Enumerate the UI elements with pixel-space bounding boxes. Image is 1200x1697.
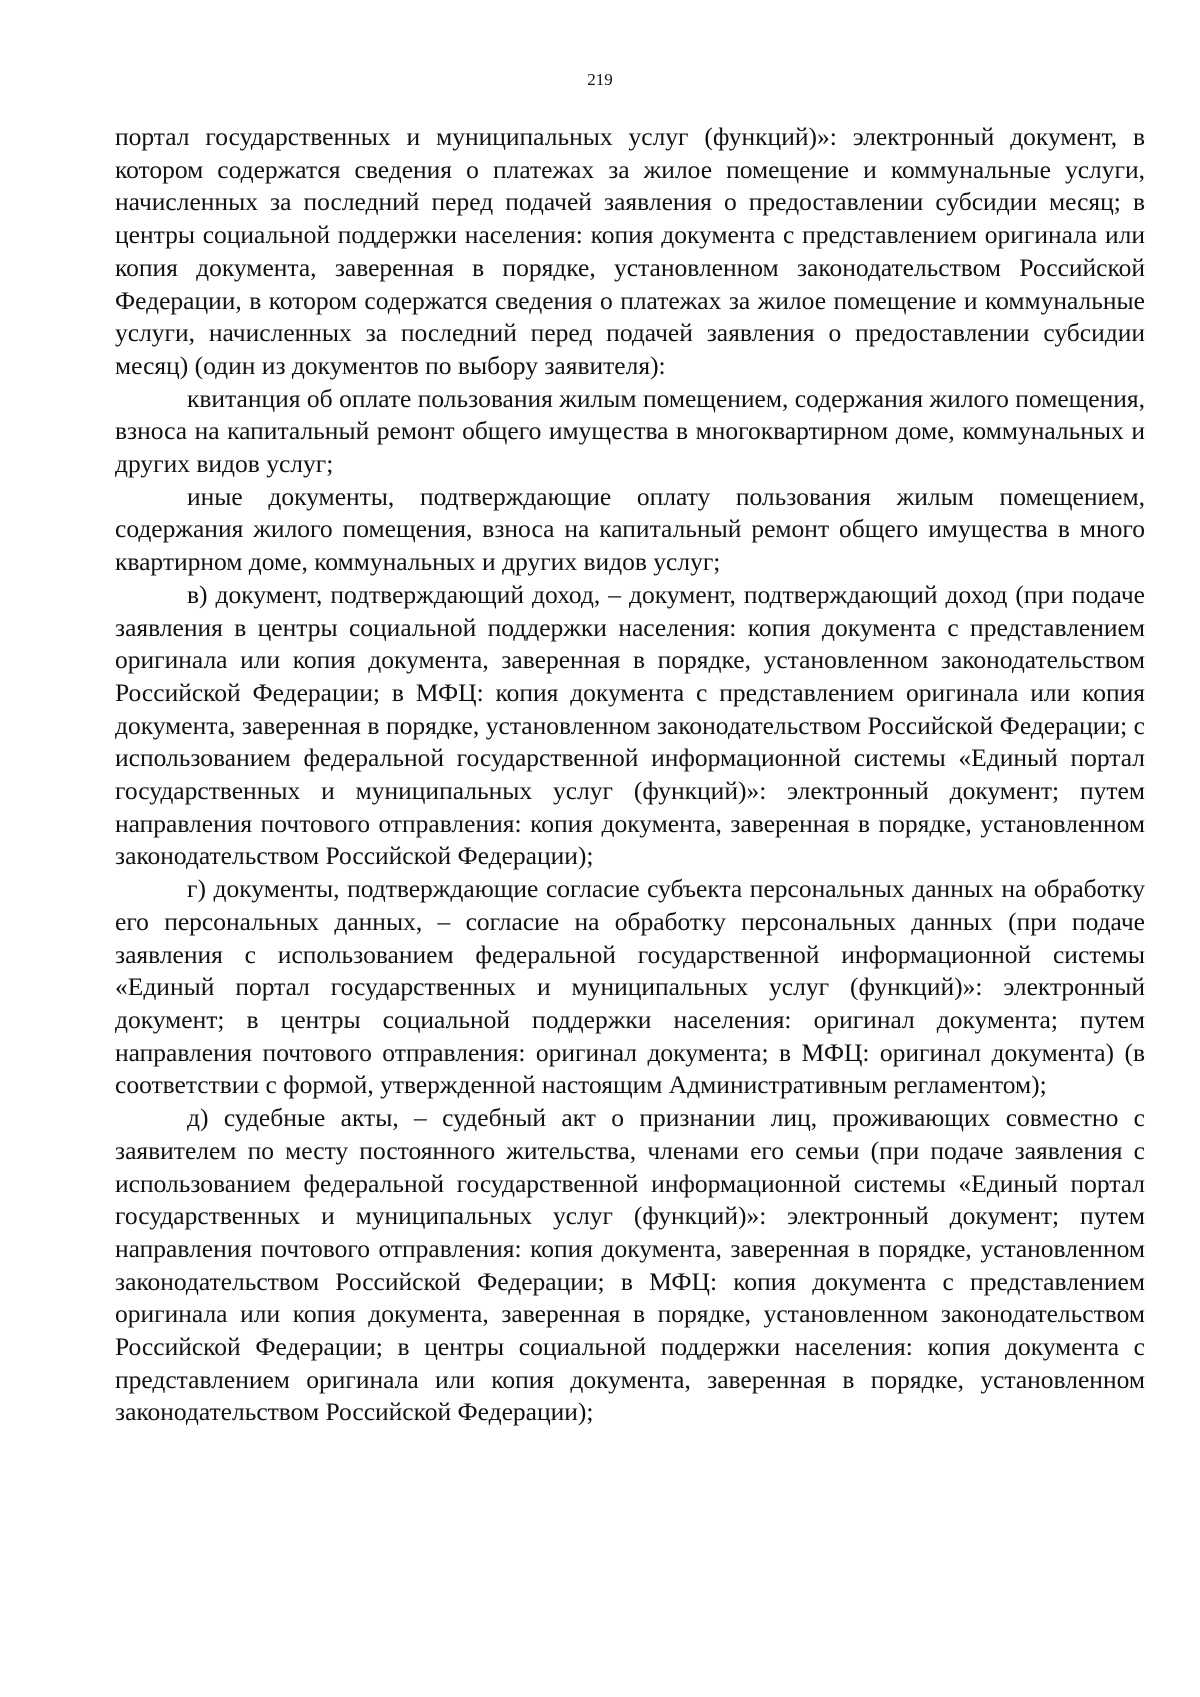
paragraph-item-d-court-acts: д) судебные акты, – судебный акт о признании лиц, проживающих совместно с заявителем по месту постоянного жительства, членами его семьи (при подаче заявления с использованием федеральной государственной информационной системы «Единый портал государственных и муниципальных услуг (функций)»: электронный документ; путем направления почтового отправления: копия документа, заверенная в порядке, установленном законодательством Российской Федерации; в МФЦ: копия документа с представлением оригинала или копия документа, заверенная в порядке, установленном законодательством Российской Федерации; в центры социальной поддержки населения: копия документа с представлением оригинала или копия документа, заверенная в порядке, установленном законодательством Российской Федерации);: [115, 1103, 1145, 1427]
paragraph-receipt: квитанция об оплате пользования жилым помещением, содержания жилого помещения, взноса на капитальный ремонт общего имущества в многоквартирном доме, коммунальных и других видов услуг;: [115, 383, 1145, 479]
page-number: 219: [587, 70, 613, 89]
paragraph-continuation: портал государственных и муниципальных услуг (функций)»: электронный документ, в котором содержатся сведения о платежах за жилое помещение и коммунальные услуги, начисленных за последний перед подачей заявления о предоставлении субсидии месяц; в центры социальной поддержки населения: копия документа с представлением оригинала или копия документа, заверенная в порядке, установленном законодательством Российской Федерации, в котором содержатся сведения о платежах за жилое помещение и коммунальные услуги, начисленных за последний перед подачей заявления о предоставлении субсидии месяц) (один из документов по выбору заявителя):: [115, 122, 1145, 380]
paragraph-other-documents: иные документы, подтверждающие оплату пользования жилым помещением, содержания жилого помещения, взноса на капитальный ремонт общего имущества в много квартирном доме, коммунальных и других видов услуг;: [115, 481, 1145, 577]
paragraph-item-g-consent: г) документы, подтверждающие согласие субъекта персональных данных на обработку его персональных данных, – согласие на обработку персональных данных (при подаче заявления с использованием федеральной государственной информационной системы «Единый портал государственных и муниципальных услуг (функций)»: электронный документ; в центры социальной поддержки населения: оригинал документа; путем направления почтового отправления: оригинал документа; в МФЦ: оригинал документа) (в соответствии с формой, утвержденной настоящим Административным регламентом);: [115, 874, 1145, 1100]
paragraph-item-v-income: в) документ, подтверждающий доход, – документ, подтверждающий доход (при подаче заявления в центры социальной поддержки населения: копия документа с представлением оригинала или копия документа, заверенная в порядке, установленном законодательством Российской Федерации; в МФЦ: копия документа с представлением оригинала или копия документа, заверенная в порядке, установленном законодательством Российской Федерации; с использованием федеральной государственной информационной системы «Единый портал государственных и муниципальных услуг (функций)»: электронный документ; путем направления почтового отправления: копия документа, заверенная в порядке, установленном законодательством Российской Федерации);: [115, 579, 1145, 871]
document-body: [115, 121, 1145, 1429]
